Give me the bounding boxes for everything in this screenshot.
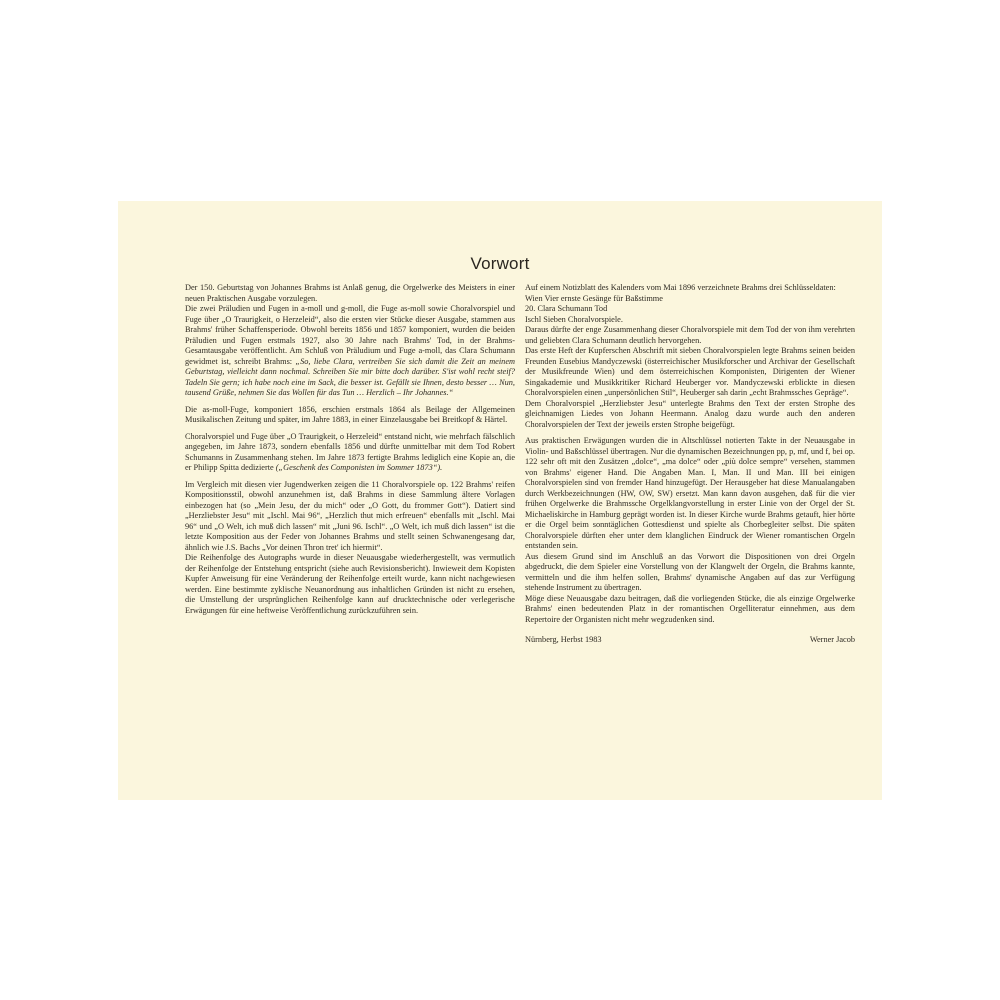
calendar-line: Ischl Sieben Choralvorspiele.: [525, 314, 623, 324]
paragraph: Möge diese Neuausgabe dazu beitragen, daß die vorliegenden Stücke, die als einzige Orgelwerke Brahms' einen bedeutenden Platz in der romantischen Orgelliteratur einnehmen, aus dem Repertoire der Organisten nicht mehr wegzudenken sind.: [525, 593, 855, 624]
signature-row: [525, 635, 855, 646]
paragraph: Die Reihenfolge des Autographs wurde in dieser Neuausgabe wiederhergestellt, was vermutlich der Reihenfolge der Entstehung entspricht (siehe auch Revisionsbericht). Inwieweit dem Kopisten Kupfer Anweisung für eine Veränderung der Reihenfolge erteilt wurde, kann nicht nachgewiesen werden. Eine bestimmte zyklische Neuanordnung aus inhaltlichen Gründen ist nicht zu ersehen, die Umstellung der ursprünglichen Reihenfolge kann auf drucktechnische oder verlegerische Erwägungen für eine heftweise Veröffentlichung zurückzuführen sein.: [185, 553, 515, 615]
calendar-line: Wien Vier ernste Gesänge für Baßstimme: [525, 293, 663, 303]
paragraph-text: Choralvorspiel und Fuge über „O Traurigkeit, o Herzeleid“ entstand nicht, wie mehrfach fälschlich angegeben, im Jahre 1873, sondern ebenfalls 1856 und dürfte unmittelbar mit dem Tod Robert Schumanns in Zusammenhang stehen. Im Jahre 1873 fertigte Brahms lediglich eine Kopie an, die er Philipp Spitta dedizierte: [185, 431, 515, 472]
paragraph: Aus diesem Grund sind im Anschluß an das Vorwort die Dispositionen von drei Orgeln abgedruckt, die dem Spieler eine Vorstellung von der Klangwelt der Orgeln, die Brahms kannte, vermitteln und die ihm helfen sollen, Brahms' dynamische Angaben auf das zur Verfügung stehende Instrument zu übertragen.: [525, 551, 855, 592]
paragraph: Das erste Heft der Kupferschen Abschrift mit sieben Choralvorspielen legte Brahms seinen beiden Freunden Eusebius Mandyczewski (österreichischer Musikforscher und Archivar der Gesellschaft der Musikfreunde Wien) und dem österreichischen Komponisten, Dirigenten der Wiener Singakademie und Musikkritiker Richard Heuberger vor. Mandyczewski erblickte in diesen Choralvorspielen einen „unpersönlichen Stil“, Heuberger sah darin „echt Brahmssches Gepräge“.: [525, 346, 855, 397]
book-page: [118, 201, 882, 800]
left-column: [185, 283, 515, 616]
page-title: Vorwort: [470, 254, 530, 273]
dedication-quote: („Geschenk des Componisten im Sommer 1873“).: [275, 463, 443, 472]
paragraph: Im Vergleich mit diesen vier Jugendwerken zeigen die 11 Choralvorspiele op. 122 Brahms' reifen Kompositionsstil, obwohl anzunehmen ist, daß Brahms in diese Sammlung ältere Vorlagen einbezogen hat (so „Mein Jesu, der du mich“ oder „O Gott, du frommer Gott“). Datiert sind „Herzliebster Jesu“ mit „Ischl. Mai 96“, „Herzlich thut mich erfreuen“ ebenfalls mit „Ischl. Mai 96“ und „O Welt, ich muß dich lassen“ mit „Juni 96. Ischl“. „O Welt, ich muß dich lassen“ ist die letzte Komposition aus der Feder von Johannes Brahms und stellt seinen Schwanengesang dar, ähnlich wie J.S. Bachs „Vor deinen Thron tret' ich hiermit“.: [185, 479, 515, 552]
paragraph: [185, 304, 515, 399]
paragraph: Der 150. Geburtstag von Johannes Brahms ist Anlaß genug, die Orgelwerke des Meisters in einer neuen Praktischen Ausgabe vorzulegen.: [185, 283, 515, 303]
place-date: Nürnberg, Herbst 1983: [525, 635, 602, 644]
paragraph: Dem Choralvorspiel „Herzliebster Jesu“ unterlegte Brahms den Text der ersten Strophe des gleichnamigen Liedes von Johann Heermann. Analog dazu wurde auch den anderen Choralvorspielen der Text der jeweils ersten Strophe beigefügt.: [525, 398, 855, 429]
paragraph: [185, 432, 515, 474]
paragraph-text: Die zwei Präludien und Fugen in a-moll und g-moll, die Fuge as-moll sowie Choralvorspiel und Fuge über „O Traurigkeit, o Herzeleid“, also die ersten vier Stücke dieser Ausgabe, stammen aus Brahms' früher Schaffensperiode. Obwohl bereits 1856 und 1857 komponiert, wurden die beiden Präludien und Fugen erstmals 1927, also 30 Jahre nach Brahms' Tod, in der Brahms-Gesamtausgabe veröffentlicht. Am Schluß von Präludium und Fuge a-moll, das Clara Schumann gewidmet ist, schreibt Brahms:: [185, 304, 515, 366]
calendar-line: 20. Clara Schumann Tod: [525, 304, 608, 313]
brahms-letter-quote: „So, liebe Clara, vertreiben Sie sich damit die Zeit an meinem Geburtstag, vielleicht dann nochmal. Schreiben Sie mir bitte doch darüber. S'ist wohl recht steif? Tadeln Sie gern; ich habe noch eine im Sack, die besser ist. Gefällt sie Ihnen, desto besser … Nun, tausend Grüße, nehmen Sie das Wollen für das Tun … Herzlich – Ihr Johannes.“: [185, 356, 515, 397]
paragraph: Die as-moll-Fuge, komponiert 1856, erschien erstmals 1864 als Beilage der Allgemeinen Musikalischen Zeitung und später, im Jahre 1883, in einer Einzelausgabe bei Breitkopf & Härtel.: [185, 404, 515, 424]
paragraph: Daraus dürfte der enge Zusammenhang dieser Choralvorspiele mit dem Tod der von ihm verehrten und geliebten Clara Schumann deutlich hervorgehen.: [525, 325, 855, 345]
paragraph: Aus praktischen Erwägungen wurden die in Altschlüssel notierten Takte in der Neuausgabe in Violin- und Baßschlüssel übertragen. Nur die dynamischen Bezeichnungen pp, p, mf, und f, bei op. 122 sehr oft mit den Zusätzen „dolce“, „ma dolce“ oder „più dolce sempre“ versehen, stammen von Brahms' eigener Hand. Die Angaben Man. I, Man. II und Man. III bei einigen Choralvorspielen sind von fremder Hand hinzugefügt. Der Herausgeber hat diese Manualangaben durch Werkbezeichnungen (HW, OW, SW) ersetzt. Man kann davon ausgehen, daß für die vier frühen Orgelwerke die Brahmssche Orgelklangvorstellung in erster Linie von der Orgel der St. Michaeliskirche in Hamburg geprägt worden ist. In dieser Kirche wurde Brahms getauft, hier hörte er die Orgel beim sonntäglichen Gottesdienst und spielte als Chorbegleiter selbst. Die späten Choralvorspiele dürften eher unter dem klanglichen Eindruck der Wiener romantischen Orgeln entstanden sein.: [525, 436, 855, 550]
right-column: [525, 283, 855, 646]
author-name: Werner Jacob: [809, 635, 855, 644]
paragraph: Auf einem Notizblatt des Kalenders vom Mai 1896 verzeichnete Brahms drei Schlüsseldaten:: [525, 283, 836, 292]
